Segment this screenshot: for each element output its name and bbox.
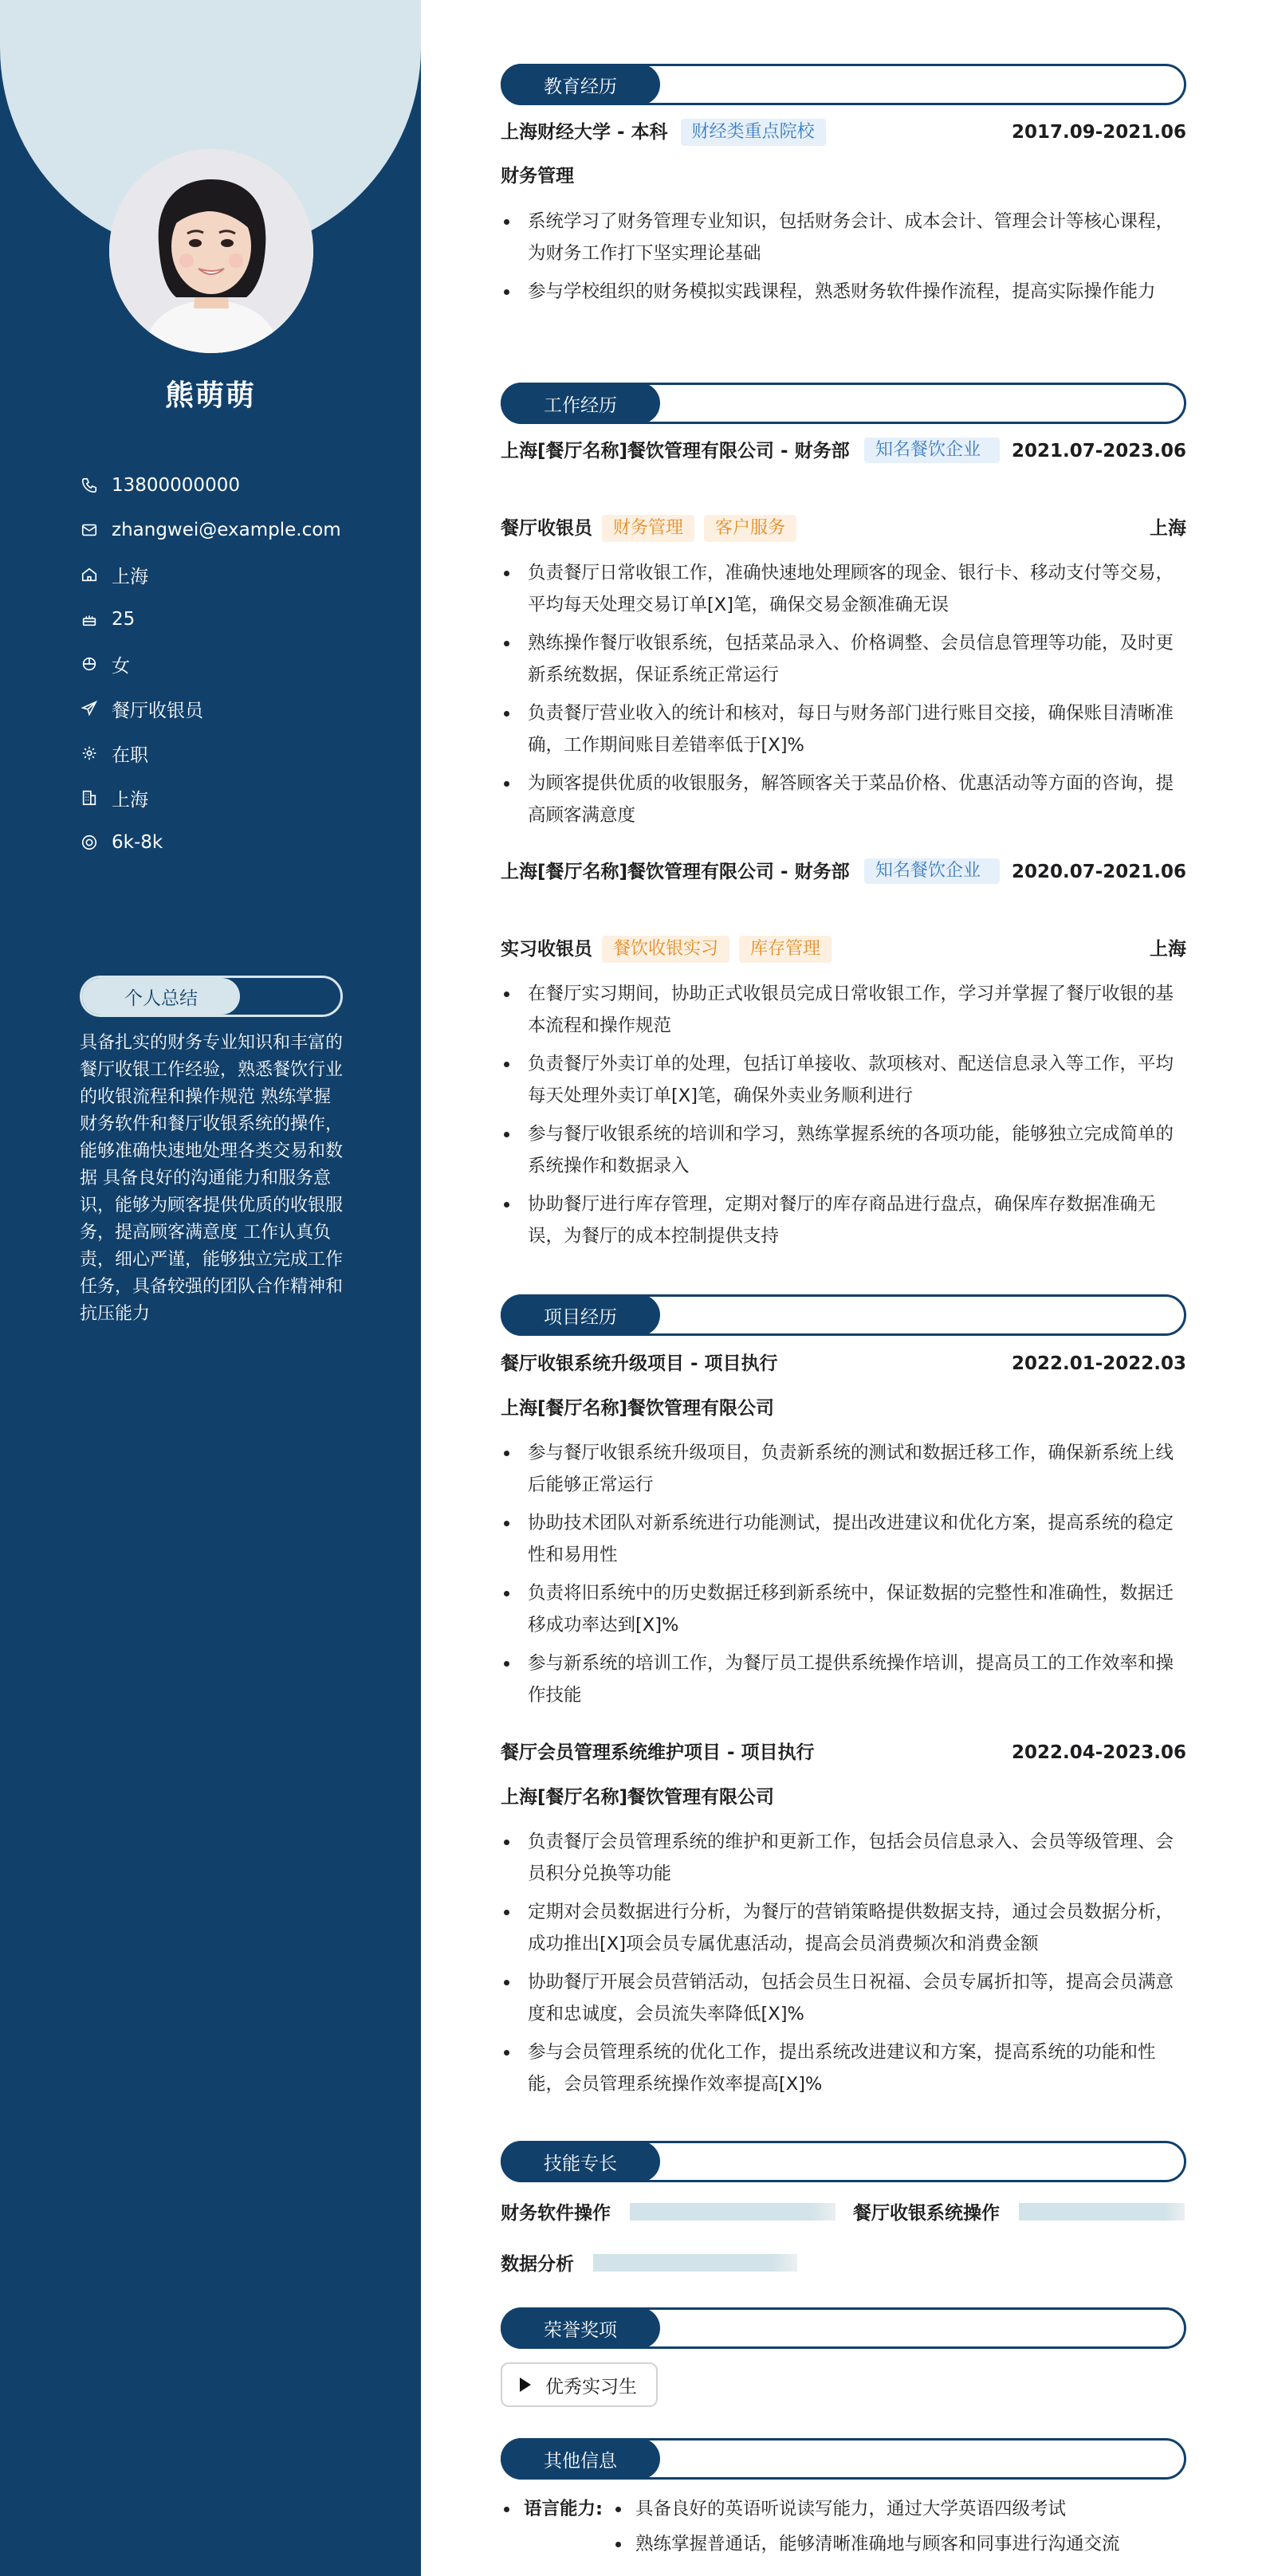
gender-icon xyxy=(80,654,99,673)
skill-item xyxy=(853,2198,1185,2225)
other-heading xyxy=(501,2438,1186,2480)
list-item: 参与新系统的培训工作，为餐厅员工提供系统操作培训，提高员工的工作效率和操作技能 xyxy=(501,1647,1186,1711)
job-2-city: 上海 xyxy=(1150,939,1186,960)
info-gender xyxy=(80,642,341,686)
list-item: 定期对会员数据进行分析，为餐厅的营销策略提供数据支持，通过会员数据分析，成功推出[X]项会员专属优惠活动，提高会员消费频次和消费金额 xyxy=(501,1896,1186,1960)
info-phone xyxy=(80,463,341,508)
skill-name: 餐厅收银系统操作 xyxy=(853,2203,1000,2224)
other-info-item: 具备良好的英语听说读写能力，通过大学英语四级考试 xyxy=(635,2499,1067,2519)
job-2-date: 2020.07-2021.06 xyxy=(1011,862,1186,882)
list-item: 负责餐厅营业收入的统计和核对，每日与财务部门进行账目交接，确保账目清晰准确，工作期间账目差错率低于[X]% xyxy=(501,697,1186,761)
awards-heading-label: 荣誉奖项 xyxy=(501,2307,660,2349)
bullet-dot xyxy=(615,2542,621,2547)
skill-level-bar xyxy=(1019,2203,1185,2221)
list-item: 协助餐厅进行库存管理，定期对餐厅的库存商品进行盘点，确保库存数据准确无误，为餐厅的成本控制提供支持 xyxy=(501,1188,1186,1252)
list-item: 协助技术团队对新系统进行功能测试，提出改进建议和优化方案，提高系统的稳定性和易用性 xyxy=(501,1507,1186,1571)
other-info xyxy=(501,2492,1186,2562)
info-age xyxy=(80,597,341,642)
sidebar xyxy=(0,0,421,2576)
award-label: 优秀实习生 xyxy=(545,2376,637,2397)
list-item: 系统学习了财务管理专业知识，包括财务会计、成本会计、管理会计等核心课程，为财务工作打下坚实理论基础 xyxy=(501,206,1186,269)
bullet-dot xyxy=(615,2507,621,2512)
skill-item xyxy=(501,2198,835,2225)
job-2-company: 上海[餐厅名称]餐饮管理有限公司 - 财务部 xyxy=(501,862,850,882)
project-2-header xyxy=(501,1739,1186,1766)
phone-icon xyxy=(80,476,99,495)
project-2-name: 餐厅会员管理系统维护项目 - 项目执行 xyxy=(501,1742,815,1763)
job-1-date: 2021.07-2023.06 xyxy=(1011,441,1186,461)
salary-icon xyxy=(80,833,99,852)
job-2-role-row xyxy=(501,936,1186,963)
other-info-item: 熟练掌握普通话，能够清晰准确地与顾客和同事进行沟通交流 xyxy=(635,2534,1120,2554)
skill-name: 财务软件操作 xyxy=(501,2203,611,2224)
list-item: 参与会员管理系统的优化工作，提出系统改进建议和方案，提高系统的功能和性能，会员管理系统操作效率提高[X]% xyxy=(501,2036,1186,2100)
awards-heading xyxy=(501,2307,1186,2349)
job-2-role: 实习收银员 xyxy=(501,939,592,960)
list-item: 为顾客提供优质的收银服务，解答顾客关于菜品价格、优惠活动等方面的咨询，提高顾客满意度 xyxy=(501,768,1186,831)
education-date: 2017.09-2021.06 xyxy=(1011,122,1186,143)
skill-item xyxy=(501,2249,797,2276)
other-info-line xyxy=(501,2527,1186,2562)
info-status xyxy=(80,731,341,776)
work-heading-label: 工作经历 xyxy=(501,383,660,424)
job-2-role-tag: 库存管理 xyxy=(739,936,832,963)
home-icon xyxy=(80,565,99,584)
info-status-text: 在职 xyxy=(112,744,148,766)
summary-heading-label: 个人总结 xyxy=(82,978,240,1015)
list-item: 负责餐厅会员管理系统的维护和更新工作，包括会员信息录入、会员等级管理、会员积分兑换等功能 xyxy=(501,1826,1186,1890)
job-1-company-tag: 知名餐饮企业 xyxy=(864,438,1000,463)
job-2-role-tag: 餐饮收银实习 xyxy=(602,936,729,963)
job-2-bullets xyxy=(501,978,1186,1259)
skills-heading-label: 技能专长 xyxy=(501,2141,660,2182)
list-item: 负责餐厅外卖订单的处理，包括订单接收、款项核对、配送信息录入等工作，平均每天处理外卖订单[X]笔，确保外卖业务顺利进行 xyxy=(501,1048,1186,1112)
other-heading-label: 其他信息 xyxy=(501,2438,660,2480)
projects-heading xyxy=(501,1294,1186,1336)
list-item: 协助餐厅开展会员营销活动，包括会员生日祝福、会员专属折扣等，提高会员满意度和忠诚度，会员流失率降低[X]% xyxy=(501,1966,1186,2030)
contact-info-list xyxy=(80,463,341,865)
skill-level-bar xyxy=(630,2203,835,2221)
avatar-portrait xyxy=(109,149,313,353)
education-bullets xyxy=(501,206,1186,314)
other-info-label: 语言能力: xyxy=(524,2499,603,2519)
project-2-date: 2022.04-2023.06 xyxy=(1011,1742,1186,1763)
info-target-city-text: 上海 xyxy=(112,789,148,811)
list-item: 参与餐厅收银系统升级项目，负责新系统的测试和数据迁移工作，确保新系统上线后能够正常运行 xyxy=(501,1437,1186,1501)
age-icon xyxy=(80,610,99,629)
job-1-bullets xyxy=(501,557,1186,838)
job-1-company: 上海[餐厅名称]餐饮管理有限公司 - 财务部 xyxy=(501,441,850,461)
project-1-name: 餐厅收银系统升级项目 - 项目执行 xyxy=(501,1353,778,1374)
job-1-city: 上海 xyxy=(1150,518,1186,539)
list-item: 负责餐厅日常收银工作，准确快速地处理顾客的现金、银行卡、移动支付等交易，平均每天处理交易订单[X]笔，确保交易金额准确无误 xyxy=(501,557,1186,621)
job-1-role-row xyxy=(501,515,1186,542)
award-item[interactable] xyxy=(501,2362,658,2407)
status-icon xyxy=(80,744,99,763)
skill-level-bar xyxy=(593,2254,797,2272)
list-item: 参与餐厅收银系统的培训和学习，熟练掌握系统的各项功能，能够独立完成简单的系统操作和数据录入 xyxy=(501,1118,1186,1182)
school-tag: 财经类重点院校 xyxy=(681,119,826,146)
project-1-company: 上海[餐厅名称]餐饮管理有限公司 xyxy=(501,1398,775,1419)
info-location xyxy=(80,552,341,597)
job-1-header xyxy=(501,438,1186,465)
project-2-company: 上海[餐厅名称]餐饮管理有限公司 xyxy=(501,1787,775,1808)
info-age-text: 25 xyxy=(112,609,136,630)
list-item: 熟练操作餐厅收银系统，包括菜品录入、价格调整、会员信息管理等功能，及时更新系统数据，保证系统正常运行 xyxy=(501,627,1186,691)
education-heading xyxy=(501,64,1186,105)
list-item: 参与学校组织的财务模拟实践课程，熟悉财务软件操作流程，提高实际操作能力 xyxy=(501,276,1186,308)
candidate-name: 熊萌萌 xyxy=(164,379,256,412)
list-item: 在餐厅实习期间，协助正式收银员完成日常收银工作，学习并掌握了餐厅收银的基本流程和操作规范 xyxy=(501,978,1186,1042)
school-name: 上海财经大学 - 本科 xyxy=(501,122,668,143)
info-email xyxy=(80,508,341,552)
project-1-bullets xyxy=(501,1437,1186,1718)
email-icon xyxy=(80,520,99,540)
info-email-text: zhangwei@example.com xyxy=(112,520,341,540)
other-info-line xyxy=(501,2492,1186,2527)
education-heading-label: 教育经历 xyxy=(501,64,660,105)
list-item: 负责将旧系统中的历史数据迁移到新系统中，保证数据的完整性和准确性，数据迁移成功率达到[X]% xyxy=(501,1577,1186,1641)
play-triangle-icon xyxy=(520,2378,531,2392)
summary-text: 具备扎实的财务专业知识和丰富的餐厅收银工作经验，熟悉餐饮行业的收银流程和操作规范 熟练掌握财务软件和餐厅收银系统的操作，能够准确快速地处理各类交易和数据 具备良好的沟通能力和服务意识，能够为顾客提供优质的收银服务，提高顾客满意度 工作认真负责，细心严谨，能够独立完成工作任务，具备较强的团队合作精神和抗压能力 xyxy=(80,1033,344,1324)
project-1-header xyxy=(501,1350,1186,1377)
info-salary xyxy=(80,820,341,865)
education-row xyxy=(501,119,1186,146)
job-1-role-tag: 客户服务 xyxy=(704,515,796,542)
building-icon xyxy=(80,788,99,807)
job-2-header xyxy=(501,858,1186,886)
info-gender-text: 女 xyxy=(112,655,130,677)
work-heading xyxy=(501,383,1186,424)
projects-heading-label: 项目经历 xyxy=(501,1294,660,1336)
project-1-date: 2022.01-2022.03 xyxy=(1011,1353,1186,1374)
info-location-text: 上海 xyxy=(112,566,148,587)
summary-heading xyxy=(80,976,343,1017)
info-position xyxy=(80,686,341,731)
project-2-bullets xyxy=(501,1826,1186,2107)
skill-name: 数据分析 xyxy=(501,2254,574,2275)
avatar xyxy=(109,149,313,353)
info-salary-text: 6k-8k xyxy=(112,832,163,853)
job-1-role-tag: 财务管理 xyxy=(602,515,694,542)
job-1-role: 餐厅收银员 xyxy=(501,518,592,539)
info-target-city xyxy=(80,776,341,820)
send-icon xyxy=(80,699,99,718)
info-phone-text: 13800000000 xyxy=(112,475,240,496)
education-major: 财务管理 xyxy=(501,166,574,187)
bullet-dot xyxy=(504,2507,509,2512)
info-position-text: 餐厅收银员 xyxy=(112,700,203,721)
skills-heading xyxy=(501,2141,1186,2182)
job-2-company-tag: 知名餐饮企业 xyxy=(864,858,1000,884)
